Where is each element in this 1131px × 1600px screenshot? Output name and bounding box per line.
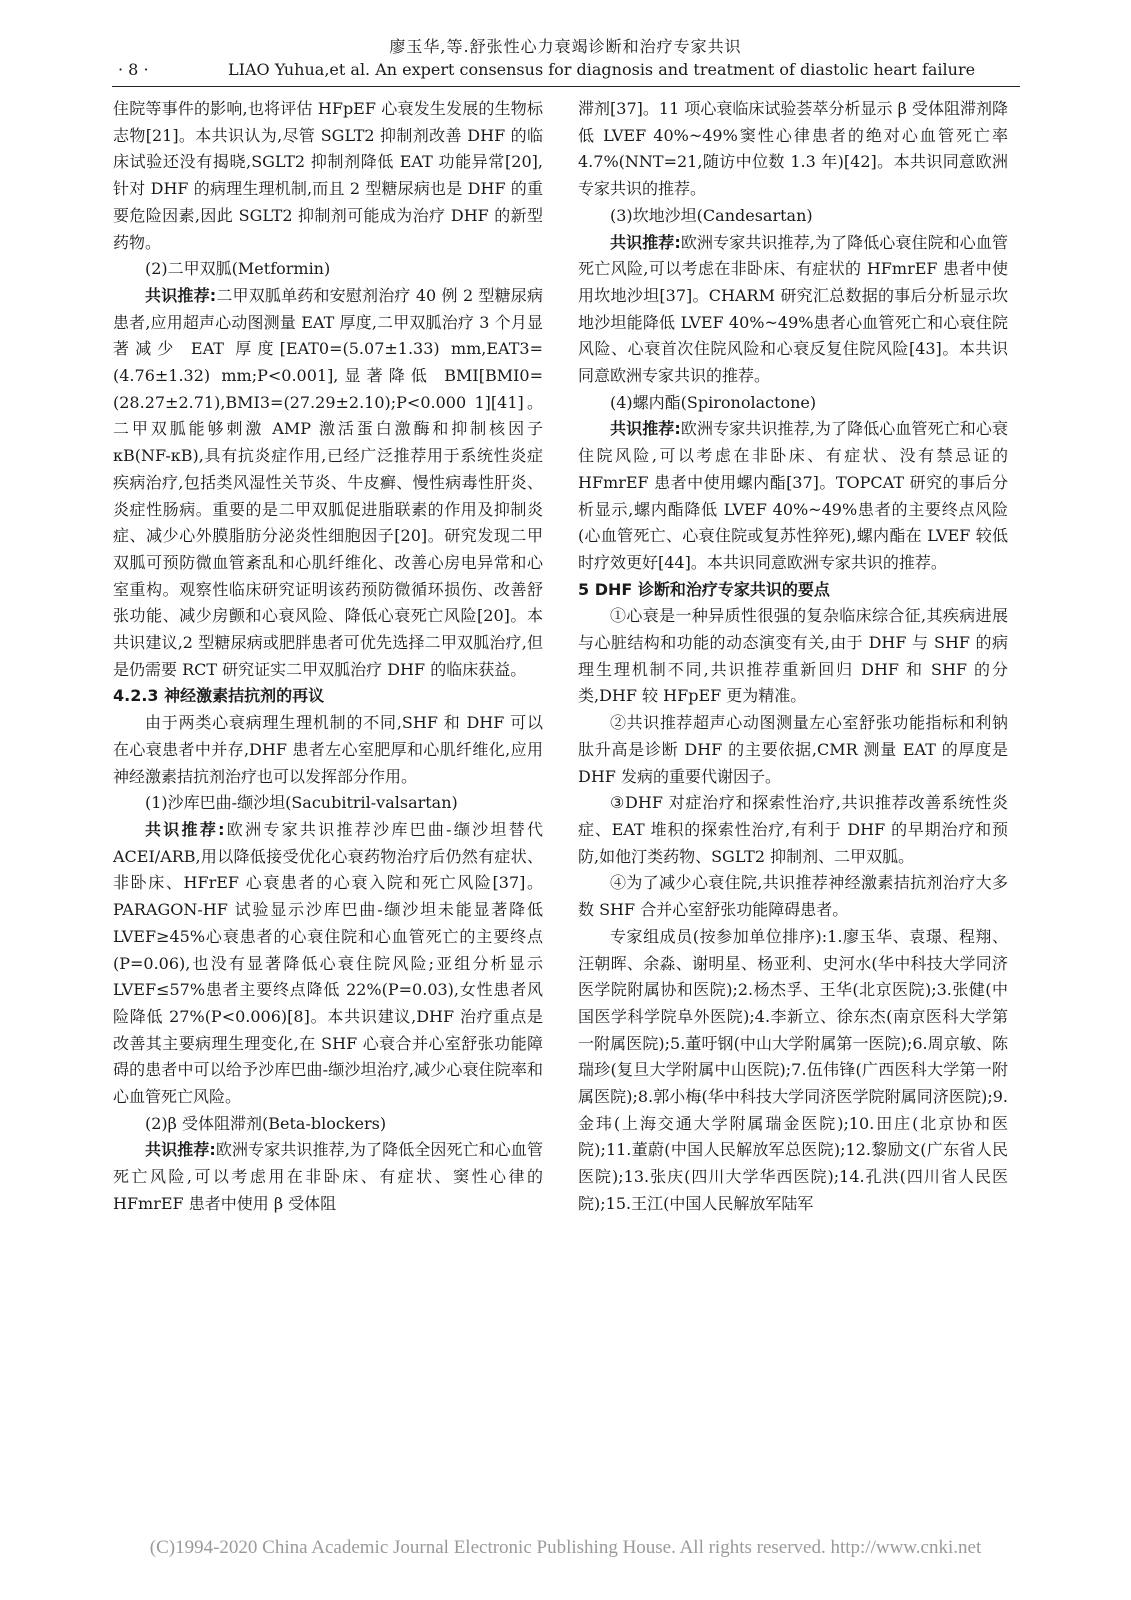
expert-group-list: 专家组成员(按参加单位排序):1.廖玉华、袁璟、程翔、汪朝晖、余淼、谢明星、杨亚利、史河水(华中科技大学同济医学院附属协和医院);2.杨杰孚、王华(北京医院);3.张健(中国医学科学院阜外医院);4.李新立、徐东杰(南京医科大学第一附属医院);5.董吁钢(中山大学附属第一医院);6.周京敏、陈瑞珍(复旦大学附属中山医院);7.伍伟锋(广西医科大学第一附属医院);8.郭小梅(华中科技大学同济医学院附属同济医院);9.金玮(上海交通大学附属瑞金医院);10.田庄(北京协和医院);11.董蔚(中国人民解放军总医院);12.黎励文(广东省人民医院);13.张庆(四川大学华西医院);14.孔洪(四川省人民医院);15.王江(中国人民解放军陆军 (578, 926, 1008, 1213)
key-point-1: ①心衰是一种异质性很强的复杂临床综合征,其疾病进展与心脏结构和功能的动态演变有关,由于 DHF 与 SHF 的病理生理机制不同,共识推荐重新回归 DHF 和 SHF 的分类,DHF 较 HFpEF 更为精准。 (578, 606, 1008, 706)
recommendation-label: 共识推荐: (610, 419, 681, 439)
heading-4-2-3: 4.2.3 神经激素拮抗剂的再议 (113, 686, 325, 706)
heading-section-5: 5 DHF 诊断和治疗专家共识的要点 (578, 579, 830, 599)
copyright-footer: (C)1994-2020 China Academic Journal Electronic Publishing House. All rights reserved. http://www.cnki.net (149, 1537, 982, 1558)
heading-beta-blockers: (2)β 受体阻滞剂(Beta-blockers) (145, 1113, 387, 1133)
recommendation-label: 共识推荐: (145, 285, 217, 305)
paragraph-neurohormonal: 由于两类心衰病理生理机制的不同,SHF 和 DHF 可以在心衰患者中并存,DHF 患者左心室肥厚和心肌纤维化,应用神经激素拮抗剂治疗也可以发挥部分作用。 (113, 713, 543, 786)
recommendation-label: 共识推荐: (610, 232, 681, 252)
paragraph-sacubitril: 共识推荐:欧洲专家共识推荐沙库巴曲-缬沙坦替代 ACEI/ARB,用以降低接受优化心衰药物治疗后仍然有症状、非卧床、HFrEF 心衰患者的心衰入院和死亡风险[37]。PARAGON-HF 试验显示沙库巴曲-缬沙坦未能显著降低 LVEF≥45%心衰患者的心衰住院和心血管死亡的主要终点(P=0.06),也没有显著降低心衰住院风险;亚组分析显示 LVEF≤57%患者主要终点降低 22%(P=0.03),女性患者风险降低 27%(P<0.006)[8]。本共识建议,DHF 治疗重点是改善其主要病理生理变化,在 SHF 心衰合并心室舒张功能障碍的患者中可以给予沙库巴曲-缬沙坦治疗,减少心衰住院率和心血管死亡风险。 (113, 819, 543, 1107)
heading-sacubitril: (1)沙库巴曲-缬沙坦(Sacubitril-valsartan) (145, 793, 458, 813)
running-title-en: LIAO Yuhua,et al. An expert consensus for diagnosis and treatment of diastolic heart failure (228, 60, 976, 79)
running-title-cn: 廖玉华,等.舒张性心力衰竭诊断和治疗专家共识 (389, 37, 742, 56)
key-point-3: ③DHF 对症治疗和探索性治疗,共识推荐改善系统性炎症、EAT 堆积的探索性治疗,有利于 DHF 的早期治疗和预防,如他汀类药物、SGLT2 抑制剂、二甲双胍。 (578, 793, 1008, 866)
header-rule (112, 86, 1020, 87)
paragraph-spironolactone: 共识推荐:欧洲专家共识推荐,为了降低心血管死亡和心衰住院风险,可以考虑在非卧床、有症状、没有禁忌证的 HFmrEF 患者中使用螺内酯[37]。TOPCAT 研究的事后分析显示,螺内酯降低 LVEF 40%~49%患者的主要终点风险(心血管死亡、心衰住院或复苏性猝死),螺内酯在 LVEF 较低时疗效更好[44]。本共识同意欧洲专家共识的推荐。 (578, 419, 1008, 572)
key-point-2: ②共识推荐超声心动图测量左心室舒张功能指标和利钠肽升高是诊断 DHF 的主要依据,CMR 测量 EAT 的厚度是 DHF 发病的重要代谢因子。 (578, 713, 1008, 786)
page-number: · 8 · (118, 60, 149, 79)
paragraph-beta-blockers-cont: 滞剂[37]。11 项心衰临床试验荟萃分析显示 β 受体阻滞剂降低 LVEF 40%~49%窦性心律患者的绝对心血管死亡率 4.7%(NNT=21,随访中位数 1.3 年)[42]。本共识同意欧洲专家共识的推荐。 (578, 99, 1008, 199)
paragraph-beta-blockers: 共识推荐:欧洲专家共识推荐,为了降低全因死亡和心血管死亡风险,可以考虑用在非卧床、有症状、窦性心律的 HFmrEF 患者中使用 β 受体阻 (113, 1140, 543, 1213)
paragraph-candesartan: 共识推荐:欧洲专家共识推荐,为了降低心衰住院和心血管死亡风险,可以考虑在非卧床、有症状的 HFmrEF 患者中使用坎地沙坦[37]。CHARM 研究汇总数据的事后分析显示坎地沙坦能降低 LVEF 40%~49%患者心血管死亡和心衰住院风险、心衰首次住院风险和心衰反复住院风险[43]。本共识同意欧洲专家共识的推荐。 (578, 232, 1008, 386)
recommendation-label: 共识推荐: (145, 819, 225, 839)
recommendation-label: 共识推荐: (145, 1140, 216, 1160)
paragraph-metformin: 共识推荐:二甲双胍单药和安慰剂治疗 40 例 2 型糖尿病患者,应用超声心动图测量 EAT 厚度,二甲双胍治疗 3 个月显著减少 EAT 厚度[EAT0=(5.07±1.33) mm,EAT3=(4.76±1.32) mm;P<0.001],显著降低 BMI[BMI0=(28.27±2.71),BMI3=(27.29±2.10);P<0.000 1][41]。二甲双胍能够刺激 AMP 激活蛋白激酶和抑制核因子 κB(NF-κB),具有抗炎症作用,已经广泛推荐用于系统性炎症疾病治疗,包括类风湿性关节炎、牛皮癣、慢性病毒性肝炎、炎症性肠病。重要的是二甲双胍促进脂联素的作用及抑制炎症、减少心外膜脂肪分泌炎性细胞因子[20]。研究发现二甲双胍可预防微血管紊乱和心肌纤维化、改善心房电异常和心室重构。观察性临床研究证明该药预防微循环损伤、改善舒张功能、减少房颤和心衰风险、降低心衰死亡风险[20]。本共识建议,2 型糖尿病或肥胖患者可优先选择二甲双胍治疗,但是仍需要 RCT 研究证实二甲双胍治疗 DHF 的临床获益。 (113, 285, 543, 679)
left-column (113, 96, 543, 1218)
heading-candesartan: (3)坎地沙坦(Candesartan) (610, 205, 813, 225)
right-column (578, 96, 1008, 1218)
heading-spironolactone: (4)螺内酯(Spironolactone) (610, 392, 817, 412)
key-point-4: ④为了减少心衰住院,共识推荐神经激素拮抗剂治疗大多数 SHF 合并心室舒张功能障碍患者。 (578, 873, 1008, 920)
heading-metformin: (2)二甲双胍(Metformin) (145, 259, 331, 279)
paragraph-sglt2-conclusion: 住院等事件的影响,也将评估 HFpEF 心衰发生发展的生物标志物[21]。本共识认为,尽管 SGLT2 抑制剂改善 DHF 的临床试验还没有揭晓,SGLT2 抑制剂降低 EAT 功能异常[20],针对 DHF 的病理生理机制,而且 2 型糖尿病也是 DHF 的重要危险因素,因此 SGLT2 抑制剂可能成为治疗 DHF 的新型药物。 (113, 99, 543, 252)
page-header (0, 0, 1131, 88)
